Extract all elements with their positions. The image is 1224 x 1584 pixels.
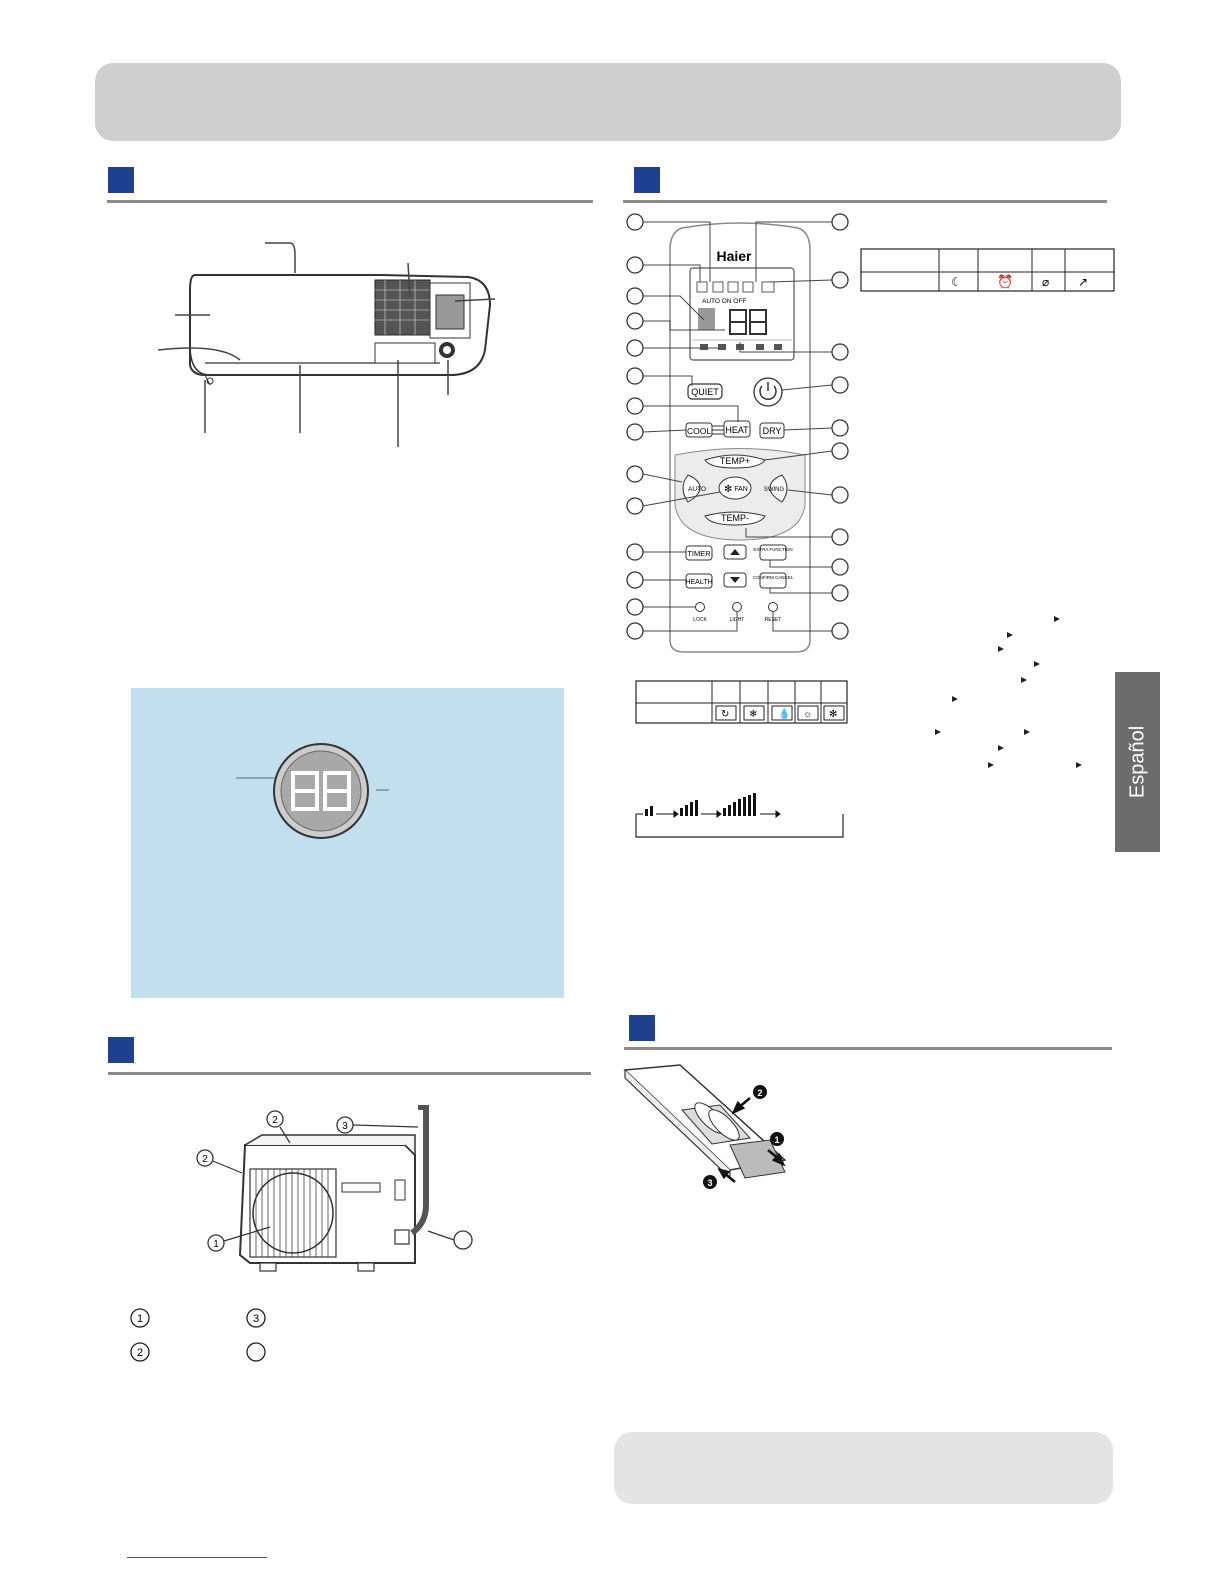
step-three-marker: 3 [707,1178,713,1188]
callout-two-left: 2 [202,1154,208,1165]
outdoor-legend [128,1306,278,1368]
outdoor-unit-diagram [190,1105,490,1280]
lcd-mode-text: AUTO ON OFF [702,298,747,305]
auto-mode-icon: ↻ [721,709,730,720]
confirm-cancel-label: CONFIRM CANCEL [752,575,794,580]
turbo-icon: ↗ [1078,275,1089,289]
timer-button-label: TIMER [687,549,711,558]
quiet-button-label: QUIET [691,387,719,397]
indoor-display-diagram [231,743,471,853]
dry-button-label: DRY [762,426,782,436]
note-box [614,1432,1113,1504]
legend-three: 3 [252,1313,260,1325]
remote-brand-logo: Haier [716,248,752,264]
footer-link[interactable] [127,1557,267,1558]
health-button-label: HEALTH [685,579,713,586]
reset-button[interactable] [769,603,778,612]
fan-mode-icon: ✻ [829,709,838,720]
cool-button-label: COOL [686,426,712,436]
alarm-clock-icon: ⏰ [997,274,1014,289]
lock-label: LOCK [693,617,707,623]
auto-button[interactable]: AUTO [688,486,706,493]
lock-button[interactable] [696,603,705,612]
light-label: LIGHT [729,617,745,623]
callout-three: 3 [342,1121,348,1132]
battery-insertion-diagram [620,1060,800,1195]
legend-one: 1 [136,1313,144,1325]
dry-mode-icon: 💧 [778,709,791,720]
step-one-marker: 1 [774,1135,780,1145]
step-two-marker: 2 [757,1088,763,1098]
section-marker-outdoor [108,1037,134,1063]
legend-two: 2 [136,1347,144,1359]
reset-label: RESET [764,617,782,623]
temp-plus-button[interactable]: TEMP+ [719,456,751,466]
sleep-icon: ☾ [951,275,962,289]
callout-one: 1 [213,1239,219,1250]
header-banner [95,63,1121,141]
section-rule-batteries [624,1047,1112,1050]
display-info-panel [131,688,564,998]
language-tab[interactable] [1115,672,1160,852]
remote-control-diagram [620,210,860,660]
fan-button[interactable]: FAN [734,486,748,493]
leaf-icon: ⌀ [1042,275,1050,289]
temp-minus-button[interactable]: TEMP- [721,513,749,523]
section-rule-outdoor [108,1072,591,1075]
fan-speed-sequence [632,792,848,842]
swing-button[interactable]: SWING [763,487,785,493]
function-symbol-table [860,248,1116,294]
mode-symbol-table [635,680,849,726]
cool-mode-icon: ❄ [749,709,758,720]
heat-button-label: HEAT [725,425,749,435]
section-rule-remote [623,200,1107,203]
heat-mode-icon: ☼ [803,709,813,720]
light-button[interactable] [733,603,742,612]
callout-two-top: 2 [272,1115,278,1126]
section-marker-indoor [108,167,134,193]
section-marker-remote [634,167,660,193]
fan-icon: ✻ [724,484,733,495]
language-tab-label: Español [1126,725,1148,799]
section-rule-indoor [107,200,593,203]
indoor-unit-diagram [150,235,510,455]
arrow-markers [930,612,1090,772]
section-marker-batteries [629,1015,655,1041]
extra-function-label: EXTRA FUNCTION [753,547,793,552]
